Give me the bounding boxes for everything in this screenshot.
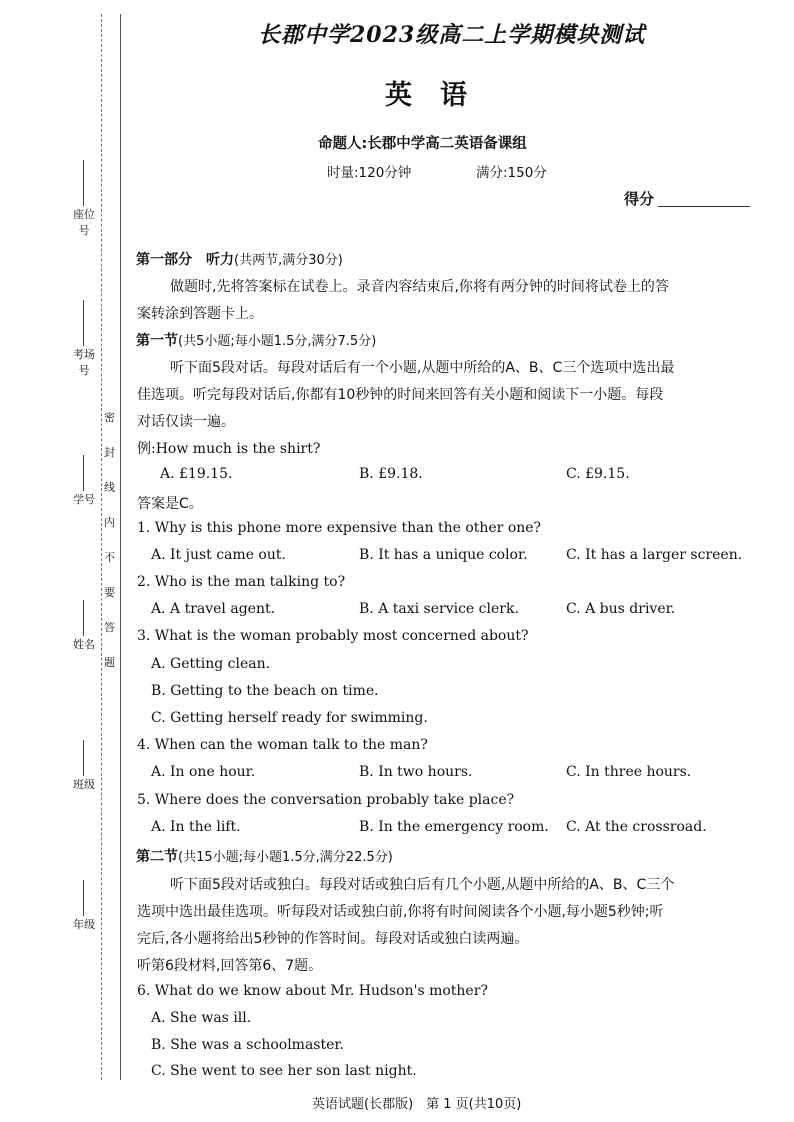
part1-heading — [136, 249, 343, 269]
question-1-option-b: B. It has a unique color. — [359, 547, 528, 563]
grade-label: 年级 — [73, 918, 95, 931]
exam-room-field[interactable] — [72, 300, 96, 378]
example-question: 例:How much is the shirt? — [137, 441, 321, 457]
question-4-option-b: B. In two hours. — [359, 764, 473, 780]
question-4-option-c: C. In three hours. — [566, 764, 692, 780]
question-3-stem: 3. What is the woman probably most concerned about? — [137, 628, 529, 644]
page-footer: 英语试题(长郡版) 第 1 页(共10页) — [312, 1097, 522, 1112]
section1-instructions-3: 对话仅读一遍。 — [137, 414, 235, 430]
setter-line: 命题人:长郡中学高二英语备课组 — [318, 136, 527, 152]
name-label: 姓名 — [73, 638, 95, 651]
class-blank[interactable] — [83, 740, 85, 776]
score-blank[interactable] — [658, 206, 750, 207]
time-limit: 时量:120分钟 — [327, 165, 412, 181]
section1-instructions-1: 听下面5段对话。每段对话后有一个小题,从题中所给的A、B、C三个选项中选出最 — [170, 360, 675, 376]
material-6-note: 听第6段材料,回答第6、7题。 — [137, 958, 323, 974]
name-field[interactable] — [72, 600, 96, 652]
class-field[interactable] — [72, 740, 96, 792]
question-3-option-c: C. Getting herself ready for swimming. — [151, 710, 428, 726]
question-2-stem: 2. Who is the man talking to? — [137, 574, 346, 590]
question-4-stem: 4. When can the woman talk to the man? — [137, 737, 428, 753]
student-id-label: 学号 — [73, 493, 95, 506]
student-id-blank[interactable] — [83, 455, 85, 491]
full-score: 满分:150分 — [476, 165, 547, 181]
class-label: 班级 — [73, 778, 95, 791]
question-1-option-c: C. It has a larger screen. — [566, 547, 743, 563]
question-1-stem: 1. Why is this phone more expensive than the other one? — [137, 520, 542, 536]
question-5-option-c: C. At the crossroad. — [566, 819, 707, 835]
binding-notice: 密封线内不要答题 — [104, 411, 115, 669]
question-1-option-a: A. It just came out. — [151, 547, 286, 563]
seat-number-blank[interactable] — [83, 160, 85, 206]
section2-instructions-1: 听下面5段对话或独白。每段对话或独白后有几个小题,从题中所给的A、B、C三个 — [170, 877, 675, 893]
student-id-field[interactable] — [72, 455, 96, 507]
grade-blank[interactable] — [83, 880, 85, 916]
exam-room-blank[interactable] — [83, 300, 85, 346]
question-3-option-a: A. Getting clean. — [151, 656, 271, 672]
question-5-option-a: A. In the lift. — [151, 819, 241, 835]
question-6-stem: 6. What do we know about Mr. Hudson's mother? — [137, 983, 488, 999]
section2-heading-note: (共15小题;每小题1.5分,满分22.5分) — [178, 850, 393, 865]
example-option-c: C. £9.15. — [566, 466, 630, 482]
subject-title: 英语 — [385, 80, 495, 111]
seat-number-label: 座位号 — [73, 208, 95, 237]
example-option-a: A. £19.15. — [160, 466, 233, 482]
question-6-option-c: C. She went to see her son last night. — [151, 1063, 417, 1079]
question-6-option-a: A. She was ill. — [151, 1010, 252, 1026]
exam-room-label: 考场号 — [73, 348, 95, 377]
question-2-option-a: A. A travel agent. — [151, 601, 276, 617]
section2-instructions-3: 完后,各小题将给出5秒钟的作答时间。每段对话或独白读两遍。 — [137, 931, 529, 947]
seat-number-field[interactable] — [72, 160, 96, 238]
example-answer: 答案是C。 — [137, 496, 203, 512]
part1-heading-title: 第一部分 听力 — [136, 252, 234, 268]
question-2-option-c: C. A bus driver. — [566, 601, 676, 617]
example-option-b: B. £9.18. — [359, 466, 423, 482]
section1-instructions-2: 佳选项。听完每段对话后,你都有10秒钟的时间来回答有关小题和阅读下一小题。每段 — [137, 387, 664, 403]
binding-dashed-line — [101, 14, 102, 1080]
section1-heading-note: (共5小题;每小题1.5分,满分7.5分) — [178, 334, 377, 349]
score-label: 得分 — [624, 190, 655, 208]
section2-instructions-2: 选项中选出最佳选项。听每段对话或独白前,你将有时间阅读各个小题,每小题5秒钟;听 — [137, 904, 664, 920]
section2-heading — [136, 846, 393, 866]
section1-heading-title: 第一节 — [136, 333, 178, 349]
part1-heading-note: (共两节,满分30分) — [234, 253, 343, 268]
school-title: 长郡中学2023级高二上学期模块测试 — [258, 22, 646, 48]
question-5-stem: 5. Where does the conversation probably take place? — [137, 792, 515, 808]
question-4-option-a: A. In one hour. — [151, 764, 256, 780]
question-5-option-b: B. In the emergency room. — [359, 819, 549, 835]
section1-heading — [136, 330, 376, 350]
question-3-option-b: B. Getting to the beach on time. — [151, 683, 379, 699]
binding-solid-line — [120, 14, 121, 1080]
part1-instructions-1: 做题时,先将答案标在试卷上。录音内容结束后,你将有两分钟的时间将试卷上的答 — [170, 279, 669, 295]
part1-instructions-2: 案转涂到答题卡上。 — [137, 306, 263, 322]
section2-heading-title: 第二节 — [136, 849, 178, 865]
grade-field[interactable] — [72, 880, 96, 932]
name-blank[interactable] — [83, 600, 85, 636]
question-2-option-b: B. A taxi service clerk. — [359, 601, 519, 617]
question-6-option-b: B. She was a schoolmaster. — [151, 1037, 344, 1053]
